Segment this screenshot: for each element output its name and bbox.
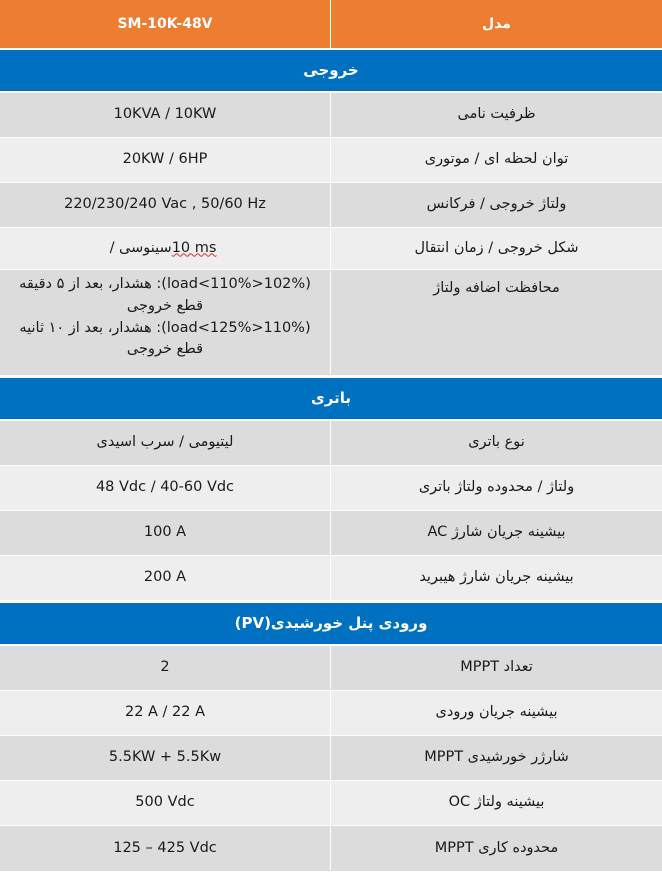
overload-protection-value bbox=[0, 270, 331, 375]
peak-power-value: 20KW / 6HP bbox=[0, 138, 331, 182]
battery-voltage-label: ولتاژ / محدوده ولتاژ باتری bbox=[418, 479, 575, 496]
battery-voltage-value: 48 Vdc / 40-60 Vdc bbox=[0, 466, 331, 510]
table-row bbox=[0, 556, 662, 601]
table-row bbox=[0, 138, 662, 183]
section-output bbox=[0, 48, 662, 93]
solar-charger-label: شارژر خورشیدی MPPT bbox=[424, 749, 569, 766]
rated-capacity-value: 10KVA / 10KW bbox=[0, 93, 331, 137]
model-label: مدل bbox=[331, 0, 662, 48]
max-input-current-value: 22 A / 22 A bbox=[0, 691, 331, 735]
section-battery-title: باتری bbox=[311, 389, 351, 408]
table-row bbox=[0, 93, 662, 138]
table-row bbox=[0, 270, 662, 376]
battery-type-label: نوع باتری bbox=[468, 434, 525, 451]
ac-charge-current-value: 100 A bbox=[0, 511, 331, 555]
waveform-label: شکل خروجی / زمان انتقال bbox=[414, 239, 579, 256]
table-row bbox=[0, 466, 662, 511]
section-output-title: خروجی bbox=[303, 61, 359, 80]
table-row bbox=[0, 826, 662, 872]
mppt-count-label: تعداد MPPT bbox=[460, 659, 533, 676]
max-input-current-label: بیشینه جریان ورودی bbox=[435, 704, 558, 721]
mppt-count-value: 2 bbox=[0, 646, 331, 690]
overload-line-2: قطع خروجی bbox=[126, 297, 204, 314]
table-row bbox=[0, 691, 662, 736]
peak-power-label: توان لحظه ای / موتوری bbox=[424, 151, 569, 168]
table-row bbox=[0, 781, 662, 826]
hybrid-charge-current-value: 200 A bbox=[0, 556, 331, 600]
mppt-range-value: 125 – 425 Vdc bbox=[0, 826, 331, 871]
battery-type-value: لیتیومی / سرب اسیدی bbox=[0, 421, 331, 465]
ac-charge-current-label: بیشینه جریان شارژ AC bbox=[427, 524, 566, 541]
model-value: SM-10K-48V bbox=[0, 0, 331, 48]
waveform-value bbox=[0, 228, 331, 269]
table-row bbox=[0, 228, 662, 270]
output-voltage-value: 220/230/240 Vac , 50/60 Hz bbox=[0, 183, 331, 227]
header-row bbox=[0, 0, 662, 48]
transfer-time: 10 ms bbox=[171, 239, 217, 256]
section-battery bbox=[0, 376, 662, 421]
output-voltage-label: ولتاژ خروجی / فرکانس bbox=[426, 196, 567, 213]
rated-capacity-label: ظرفیت نامی bbox=[457, 106, 536, 123]
overload-line-3: (110%<load<125%): هشدار، بعد از ۱۰ ثانیه bbox=[19, 319, 311, 336]
table-row bbox=[0, 736, 662, 781]
table-row bbox=[0, 421, 662, 466]
hybrid-charge-current-label: بیشینه جریان شارژ هیبرید bbox=[419, 569, 574, 586]
overload-line-1: (102%<load<110%): هشدار، بعد از ۵ دقیقه bbox=[19, 276, 311, 292]
waveform-text: سینوسی / bbox=[109, 239, 172, 256]
max-oc-voltage-value: 500 Vdc bbox=[0, 781, 331, 825]
overload-protection-label: محافظت اضافه ولتاژ bbox=[433, 280, 560, 296]
section-pv-title: ورودی پنل خورشیدی(PV) bbox=[234, 614, 428, 633]
solar-charger-value: 5.5KW + 5.5Kw bbox=[0, 736, 331, 780]
table-row bbox=[0, 511, 662, 556]
table-row bbox=[0, 646, 662, 691]
overload-line-4: قطع خروجی bbox=[126, 341, 204, 358]
max-oc-voltage-label: بیشینه ولتاژ OC bbox=[448, 794, 545, 811]
section-pv bbox=[0, 601, 662, 646]
mppt-range-label: محدوده کاری MPPT bbox=[434, 839, 559, 856]
table-row bbox=[0, 183, 662, 228]
